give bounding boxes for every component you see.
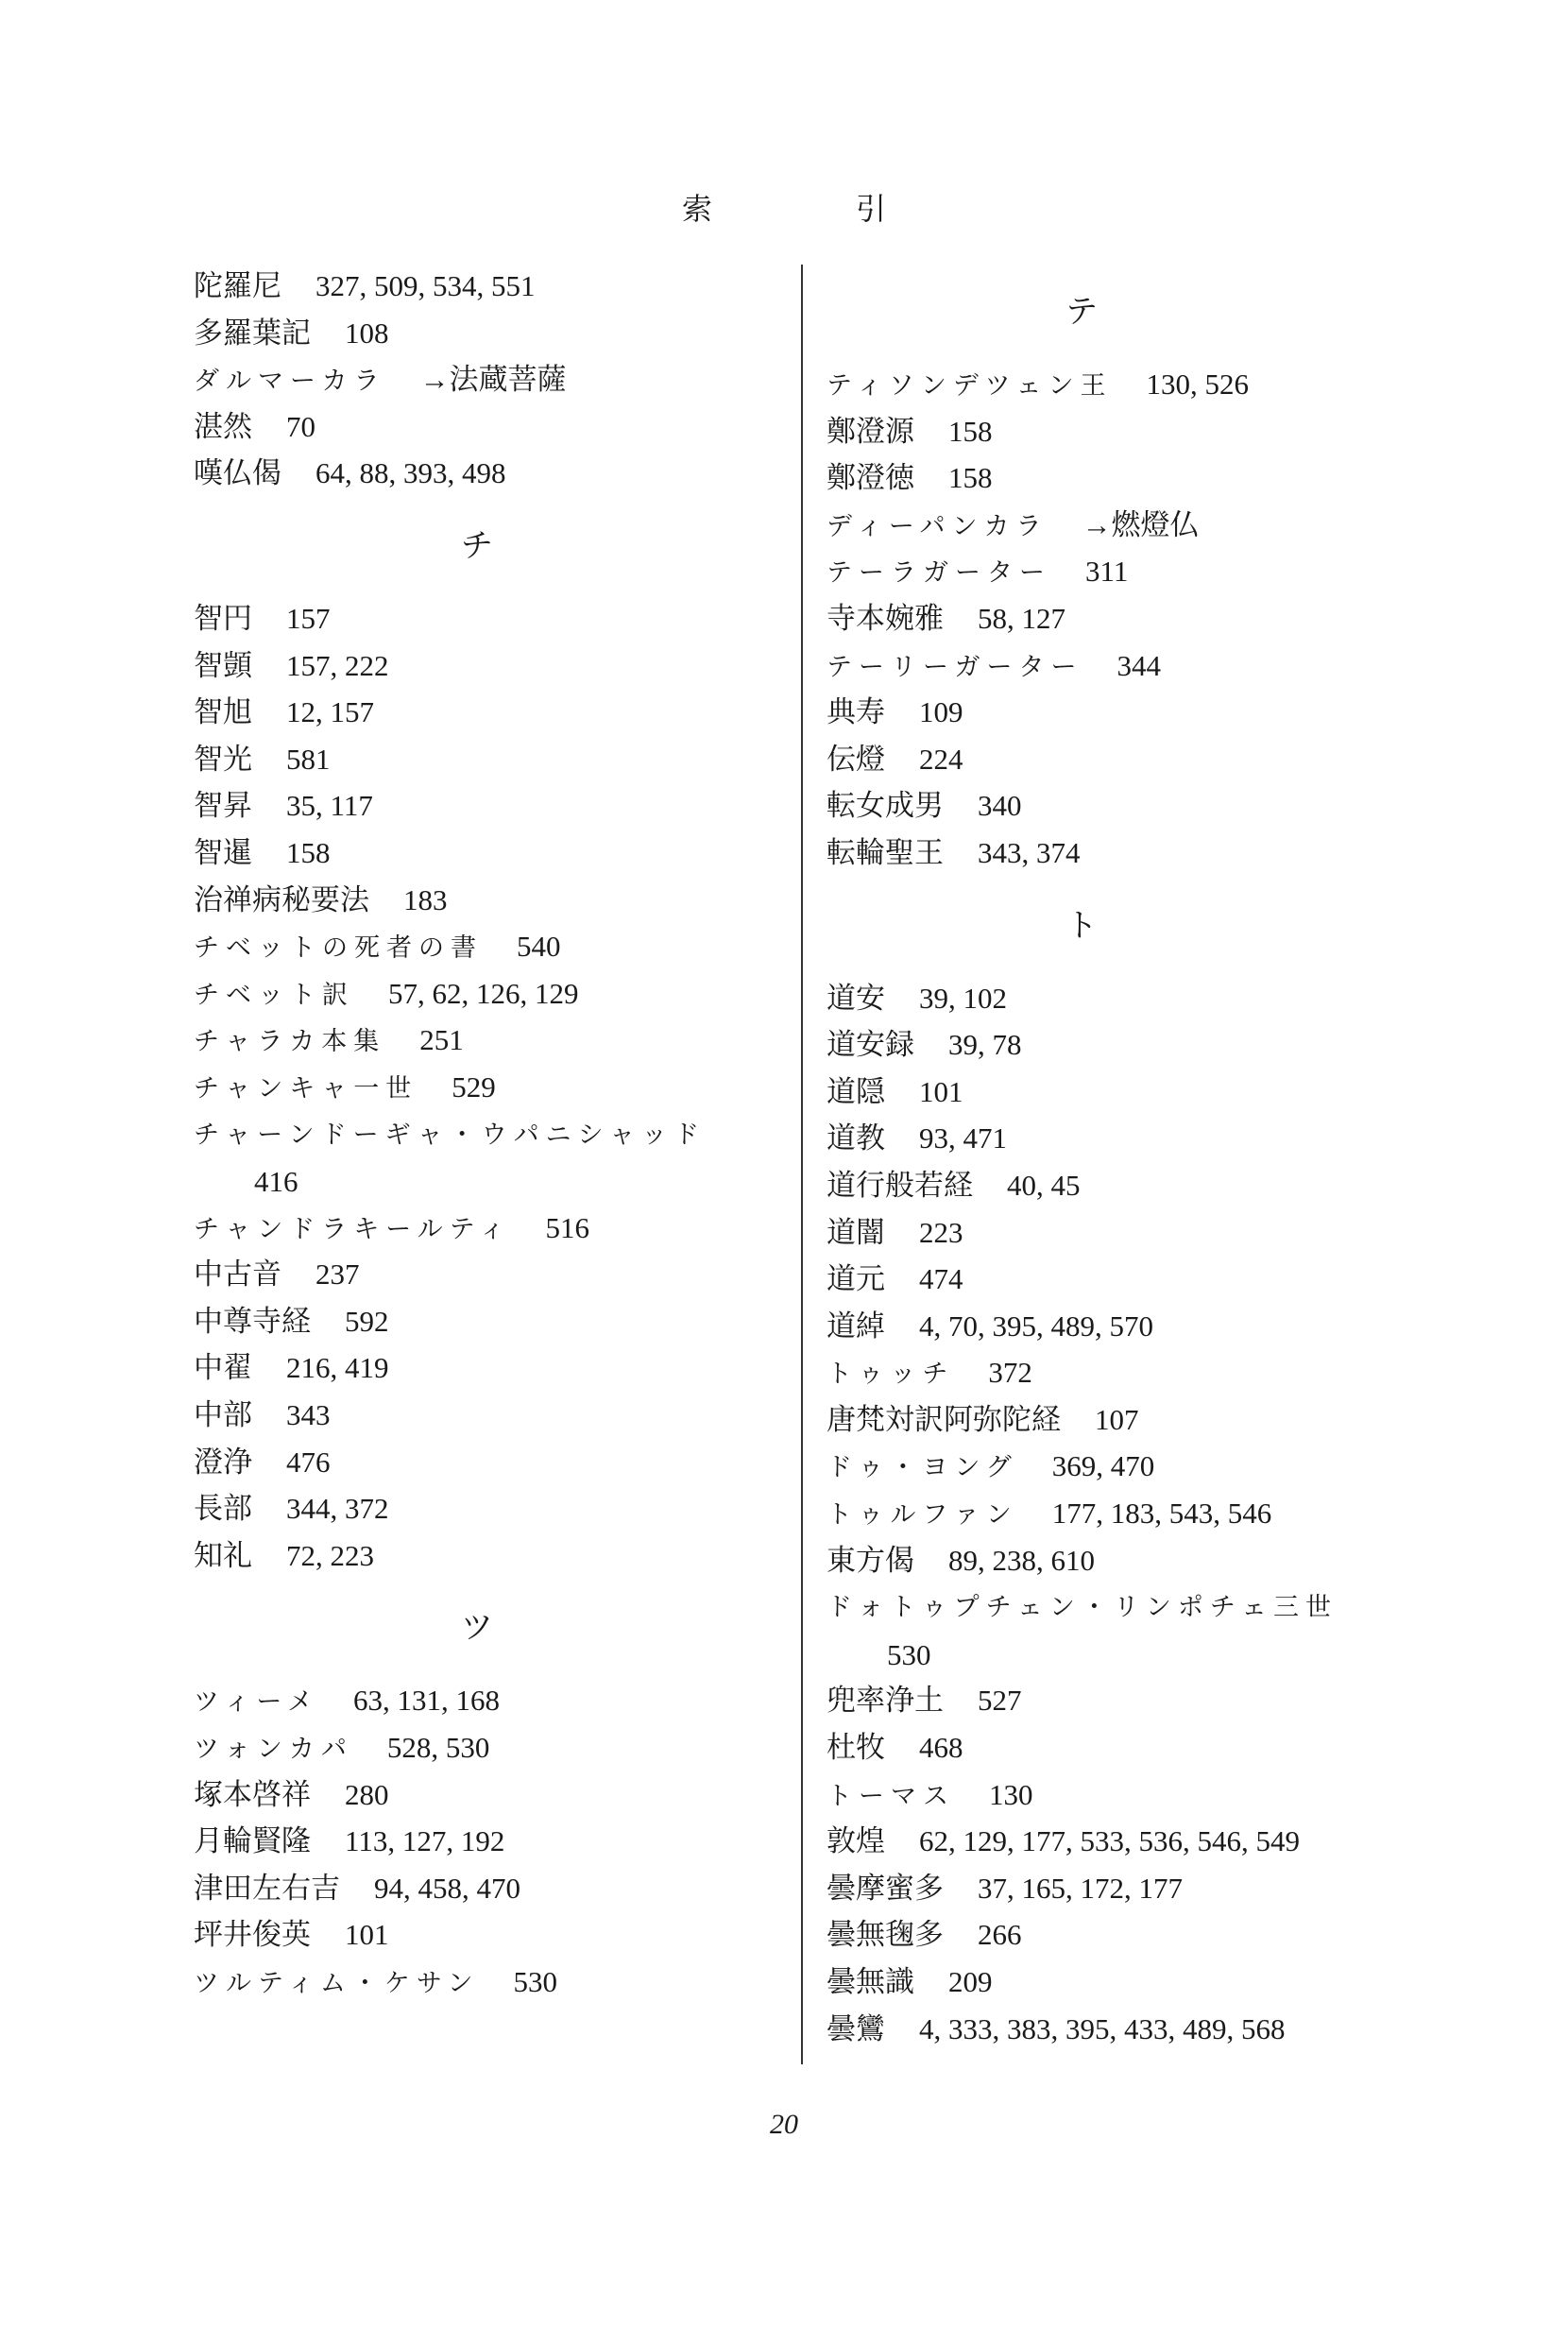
index-entry <box>194 356 779 403</box>
page-refs: 251 <box>419 1023 464 1057</box>
index-entry <box>194 1251 779 1298</box>
index-term: チャンドラキールティ <box>194 1214 512 1244</box>
index-entry <box>827 1537 1507 1584</box>
index-entry <box>827 642 1507 690</box>
index-term: チャラカ本集 <box>194 1027 386 1057</box>
index-entry <box>827 782 1507 830</box>
index-term: テーラガーター <box>827 558 1051 589</box>
index-entry <box>827 2006 1507 2053</box>
index-entry <box>827 408 1507 455</box>
page-refs: 57, 62, 126, 129 <box>388 976 579 1010</box>
page-refs: 530 <box>887 1637 931 1671</box>
index-entry <box>827 1443 1507 1490</box>
index-entry <box>827 548 1507 595</box>
index-entry <box>194 1017 779 1064</box>
index-entry <box>194 1865 779 1912</box>
index-term: 治禅病秘要法 <box>194 882 369 917</box>
page-refs: 224 <box>919 742 963 776</box>
section-heading: ト <box>1065 906 1098 945</box>
index-entry <box>194 1724 779 1771</box>
index-term: 智顗 <box>194 648 252 683</box>
page-number: 20 <box>770 2109 798 2140</box>
index-entry <box>194 595 779 642</box>
page-refs: 64, 88, 393, 498 <box>315 456 506 490</box>
index-term: 転輪聖王 <box>827 835 944 870</box>
index-term: 澄浄 <box>194 1445 252 1480</box>
index-term: 道安録 <box>827 1028 914 1063</box>
page-refs: 223 <box>919 1215 963 1249</box>
index-entry <box>827 1724 1507 1771</box>
index-term: ディーパンカラ <box>827 511 1048 541</box>
page-refs: 94, 458, 470 <box>374 1871 520 1905</box>
index-entry <box>194 263 779 310</box>
page-refs: 89, 238, 610 <box>948 1543 1095 1577</box>
index-entry <box>194 1392 779 1439</box>
page-refs: 108 <box>345 316 389 350</box>
page-refs: 113, 127, 192 <box>345 1824 505 1858</box>
page-refs: 476 <box>286 1445 331 1479</box>
index-entry <box>827 1865 1507 1912</box>
index-entry <box>827 689 1507 736</box>
page-refs: 12, 157 <box>286 695 374 729</box>
index-term: ツルティム・ケサン <box>194 1969 480 1998</box>
index-term: 坪井俊英 <box>194 1918 311 1953</box>
left-column <box>194 263 779 2006</box>
index-term: 中尊寺経 <box>194 1304 311 1339</box>
index-entry <box>194 1677 779 1724</box>
index-term: ドゥ・ヨング <box>827 1453 1018 1483</box>
page-refs: 158 <box>948 461 993 495</box>
page-refs: 4, 70, 395, 489, 570 <box>919 1309 1153 1343</box>
index-term: 道教 <box>827 1121 885 1156</box>
page-refs: 343 <box>286 1398 331 1432</box>
index-term: 道闇 <box>827 1215 885 1250</box>
index-term: トーマス <box>827 1781 955 1811</box>
index-term: 月輪賢隆 <box>194 1824 311 1859</box>
index-entry <box>194 450 779 497</box>
index-entry <box>827 1303 1507 1350</box>
index-term: ツィーメ <box>194 1687 320 1718</box>
index-entry <box>827 1256 1507 1303</box>
index-term: 道行般若経 <box>827 1168 973 1203</box>
index-term: 転女成男 <box>827 789 944 824</box>
index-term: 道元 <box>827 1262 885 1297</box>
index-term: 智暹 <box>194 835 252 870</box>
page-refs: 177, 183, 543, 546 <box>1051 1497 1272 1531</box>
index-entry <box>194 877 779 924</box>
section-heading: テ <box>1065 293 1098 331</box>
index-entry <box>827 1069 1507 1116</box>
page-refs: 39, 102 <box>919 981 1007 1015</box>
index-entry <box>827 454 1507 502</box>
index-term: 湛然 <box>194 409 252 444</box>
page-refs: 216, 419 <box>286 1351 389 1385</box>
header-title: 索 引 <box>681 191 943 227</box>
index-term: 鄭澄徳 <box>827 461 914 496</box>
index-term: 曇無毱多 <box>827 1918 944 1953</box>
page-refs: 209 <box>948 1965 993 1998</box>
index-term: 唐梵対訳阿弥陀経 <box>827 1402 1061 1437</box>
page-refs: 157, 222 <box>286 648 389 682</box>
index-entry <box>827 736 1507 783</box>
page-refs: 369, 470 <box>1051 1449 1155 1483</box>
page-refs: 109 <box>919 695 963 729</box>
page-refs: 416 <box>254 1165 298 1199</box>
index-term: 中部 <box>194 1398 252 1433</box>
page-refs: 107 <box>1095 1402 1139 1436</box>
index-term: チャンキャ一世 <box>194 1073 418 1104</box>
page-refs: 344, 372 <box>286 1492 389 1526</box>
index-entry <box>194 1205 779 1252</box>
index-entry <box>827 1162 1507 1209</box>
index-term: ツォンカパ <box>194 1735 353 1765</box>
index-term: トゥルファン <box>827 1500 1018 1531</box>
index-term: テーリーガーター <box>827 652 1083 682</box>
index-entry <box>827 1490 1507 1537</box>
index-entry <box>194 736 779 783</box>
index-entry <box>827 1818 1507 1865</box>
page-refs: 468 <box>919 1731 963 1765</box>
index-entry <box>827 1115 1507 1162</box>
index-entry <box>194 1298 779 1345</box>
index-term: ダルマーカラ <box>194 367 386 397</box>
index-term: トゥッチ <box>827 1360 955 1390</box>
page-refs: 592 <box>345 1304 389 1338</box>
index-term: 道安 <box>827 981 885 1016</box>
page-refs: 343, 374 <box>978 835 1081 869</box>
column-divider <box>801 265 803 2064</box>
page-refs: 62, 129, 177, 533, 536, 546, 549 <box>919 1824 1300 1858</box>
index-term: 長部 <box>194 1492 252 1527</box>
page-refs: 530 <box>513 1965 557 1998</box>
index-term: 杜牧 <box>827 1731 885 1766</box>
index-entry <box>194 830 779 877</box>
page-refs: 529 <box>452 1069 496 1104</box>
page-refs: 344 <box>1116 648 1161 682</box>
index-term: ドォトゥプチェン・リンポチェ三世 <box>827 1593 1338 1623</box>
page-refs: →法蔵菩薩 <box>419 363 567 397</box>
index-term: チベットの死者の書 <box>194 933 483 964</box>
index-entry <box>827 1959 1507 2006</box>
index-entry <box>827 1771 1507 1819</box>
index-term: 伝燈 <box>827 742 885 777</box>
index-entry <box>194 1818 779 1865</box>
page-refs: 540 <box>517 930 561 964</box>
index-entry <box>827 830 1507 877</box>
page-refs: 474 <box>919 1262 963 1296</box>
index-entry <box>827 975 1507 1022</box>
page-refs: 528, 530 <box>386 1731 490 1765</box>
index-entry <box>194 642 779 690</box>
index-term: 寺本婉雅 <box>827 601 944 636</box>
index-term: 中古音 <box>194 1258 281 1292</box>
page-refs: 158 <box>286 835 331 869</box>
index-term: 中翟 <box>194 1351 252 1386</box>
index-entry <box>194 403 779 451</box>
index-entry <box>194 689 779 736</box>
section-heading: ツ <box>461 1609 493 1648</box>
index-entry <box>194 923 779 970</box>
index-term: 曇鸞 <box>827 2011 885 2046</box>
page-refs: 237 <box>315 1258 360 1292</box>
page-refs: 327, 509, 534, 551 <box>315 269 536 302</box>
page-refs: 183 <box>403 882 448 916</box>
page-refs: 280 <box>345 1777 389 1811</box>
page-refs: 266 <box>978 1918 1022 1952</box>
index-entry <box>827 1396 1507 1444</box>
page-refs: 70 <box>286 409 315 443</box>
index-term: 兜率浄土 <box>827 1684 944 1719</box>
index-term: 陀羅尼 <box>194 269 281 303</box>
index-term: 多羅葉記 <box>194 316 311 351</box>
page-refs: 101 <box>345 1918 389 1952</box>
page-refs: 40, 45 <box>1007 1168 1081 1202</box>
index-entry <box>194 310 779 357</box>
page-refs: 340 <box>978 789 1022 823</box>
index-term: 智旭 <box>194 695 252 730</box>
page-refs: 527 <box>978 1684 1022 1718</box>
page-header <box>0 185 1568 229</box>
section-heading: チ <box>461 526 493 565</box>
page-refs: 4, 333, 383, 395, 433, 489, 568 <box>919 2011 1286 2045</box>
index-entry <box>194 1111 779 1205</box>
page-refs: 63, 131, 168 <box>353 1684 501 1718</box>
index-term: 嘆仏偈 <box>194 456 281 491</box>
index-term: 鄭澄源 <box>827 414 914 449</box>
page-refs: 372 <box>988 1356 1032 1390</box>
index-entry <box>194 1959 779 2006</box>
page-refs: 311 <box>1085 555 1129 589</box>
index-entry <box>827 1911 1507 1959</box>
index-entry <box>194 1911 779 1959</box>
index-entry <box>194 970 779 1018</box>
index-term: 典寿 <box>827 695 885 730</box>
index-term: チベット訳 <box>194 980 354 1010</box>
page-refs: 35, 117 <box>286 789 373 823</box>
index-term: 曇摩蜜多 <box>827 1871 944 1906</box>
index-term: 曇無識 <box>827 1965 914 1999</box>
index-entry <box>194 1439 779 1486</box>
index-entry <box>194 782 779 830</box>
page-refs: 516 <box>545 1210 589 1244</box>
index-entry <box>194 1771 779 1819</box>
index-term: 智光 <box>194 742 252 777</box>
page-refs: 130 <box>989 1777 1033 1811</box>
index-entry <box>827 1021 1507 1069</box>
index-entry <box>827 1349 1507 1396</box>
index-term: 知礼 <box>194 1538 252 1573</box>
index-term: 道綽 <box>827 1309 885 1343</box>
index-term: 智昇 <box>194 789 252 824</box>
page-refs: 157 <box>286 601 331 635</box>
index-entry <box>827 1209 1507 1257</box>
index-term: 智円 <box>194 601 252 636</box>
index-term: ティソンデツェン王 <box>827 371 1113 401</box>
page-refs: →燃燈仏 <box>1082 507 1200 541</box>
index-term: 東方偈 <box>827 1543 914 1578</box>
index-entry <box>194 1485 779 1532</box>
page-refs: 58, 127 <box>978 601 1065 635</box>
page-refs: 72, 223 <box>286 1538 374 1572</box>
index-entry <box>827 361 1507 408</box>
index-entry <box>194 1064 779 1111</box>
index-term: 道隠 <box>827 1074 885 1109</box>
page-refs: 93, 471 <box>919 1121 1007 1155</box>
index-term: 塚本啓祥 <box>194 1777 311 1812</box>
page-refs: 581 <box>286 742 331 776</box>
index-term: 津田左右吉 <box>194 1871 340 1906</box>
page-refs: 101 <box>919 1074 963 1108</box>
index-entry <box>827 1677 1507 1724</box>
page-refs: 37, 165, 172, 177 <box>978 1871 1183 1905</box>
index-entry <box>194 1344 779 1392</box>
index-entry <box>827 595 1507 642</box>
page-refs: 158 <box>948 414 993 448</box>
index-entry <box>194 1532 779 1580</box>
index-term: 敦煌 <box>827 1824 885 1859</box>
index-entry <box>827 1583 1507 1677</box>
page-refs: 130, 526 <box>1146 368 1249 401</box>
right-column <box>827 263 1507 2052</box>
page-refs: 39, 78 <box>948 1028 1022 1062</box>
index-entry <box>827 502 1507 549</box>
index-term: チャーンドーギャ・ウパニシャッド <box>194 1120 707 1150</box>
